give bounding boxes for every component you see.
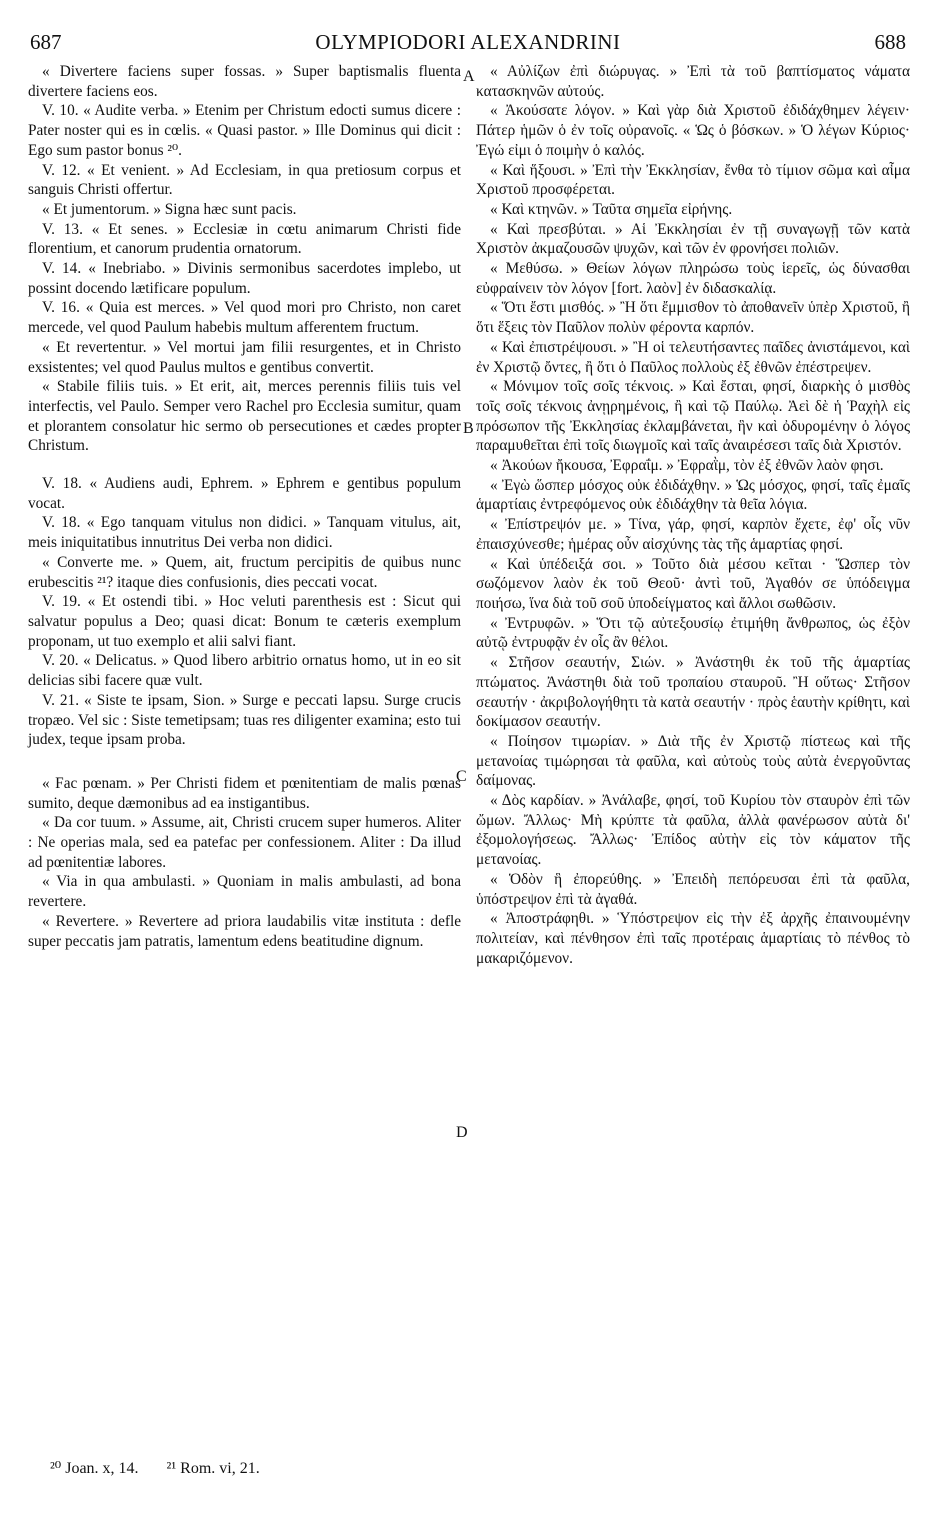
- greek-paragraph: « Ἐπίστρεψόν με. » Τίνα, γάρ, φησί, καρπὸν ἔχετε, ἐφ' οἷς νῦν ἐπαισχύνεσθε; ἡμέρας οὖν αἰσχύνης τὰς τῆς ἁμαρτίας φησί.: [476, 516, 910, 553]
- latin-paragraph: « Et revertentur. » Vel mortui jam filii resurgentes, et in Christo exsistentes; vel quod Paulus multos e gentibus convertit.: [28, 338, 461, 376]
- greek-paragraph: « Καὶ πρεσβύται. » Αἱ Ἐκκλησίαι ἐν τῇ συναγωγῇ τῶν κατὰ Χριστὸν ἀκμαζουσῶν ψυχῶν, καὶ τῶν ἐν φρονήσει πολιῶν.: [476, 220, 910, 258]
- latin-paragraph: « Fac pœnam. » Per Christi fidem et pœnitentiam de malis pœnas sumito, deque dæmonibus ad ea instigantibus.: [28, 774, 461, 812]
- margin-letter-a: A: [463, 68, 475, 85]
- latin-paragraph: « Revertere. » Revertere ad priora laudabilis vitæ instituta : defle super peccatis jam patratis, lamentum edens beatitudine dignum.: [28, 912, 461, 950]
- latin-paragraph: « Divertere faciens super fossas. » Super baptismalis fluenta divertere faciens eos.: [28, 63, 461, 100]
- footnote: ²⁰ Joan. x, 14.: [50, 1460, 139, 1477]
- greek-paragraph: « Ἀποστράφηθι. » Ὑπόστρεψον εἰς τὴν ἐξ ἀρχῆς ἐπαινουμένην πολιτείαν, καὶ πένθησον ἐπὶ ταῖς προτέραις ἁμαρτίαις τὸ πένθος τὸ μακαριζόμενον.: [476, 910, 910, 967]
- greek-paragraph: « Ἐγὼ ὥσπερ μόσχος οὐκ ἐδιδάχθην. » Ὡς μόσχος, φησί, ταῖς ἐμαῖς ἁμαρτίαις ἐντρεφόμενος οὐκ ἐδιδάχθην τὰ θεῖα λόγια.: [476, 476, 910, 514]
- latin-paragraph: « Via in qua ambulasti. » Quoniam in malis ambulasti, ad bona revertere.: [28, 873, 461, 911]
- margin-letter-b: B: [463, 420, 474, 437]
- greek-paragraph: « Μεθύσω. » Θείων λόγων πληρώσω τοὺς ἱερεῖς, ὡς δύνασθαι εὐφραίνειν τὸν λόγον [fort. λαὸν] ἐν διδασκαλίᾳ.: [476, 260, 910, 297]
- latin-paragraph: V. 10. « Audite verba. » Etenim per Christum edocti sumus dicere : Pater noster qui es in cœlis. « Quasi pastor. » Ille Dominus qui dicit : Ego sum pastor bonus ²⁰.: [28, 102, 461, 159]
- greek-paragraph: « Ἐντρυφῶν. » Ὅτι τῷ αὐτεξουσίῳ ἐτιμήθη ἄνθρωπος, ὡς ἐξὸν αὐτῷ ἐντρυφᾷν ἐν οἷς ἂν θέλοι.: [476, 614, 910, 652]
- greek-paragraph: « Καὶ ἥξουσι. » Ἐπὶ τὴν Ἐκκλησίαν, ἔνθα τὸ τίμιον σῶμα καὶ αἷμα Χριστοῦ προσφέρεται.: [476, 161, 910, 199]
- greek-column: [476, 62, 910, 968]
- page-number-right: 688: [874, 30, 906, 54]
- greek-paragraph: « Καὶ ὑπέδειξά σοι. » Τοῦτο διὰ μέσου κεῖται · Ὥσπερ τὸν σωζόμενον λαὸν ἐκ τοῦ Θεοῦ· ἀντὶ τοῦ, Ἀγαθόν σε ὑπόδειγμα ποιήσω, ἵνα διὰ τοῦ σοῦ ὑποδείγματος καὶ ἄλλοι σωθῶσιν.: [476, 555, 910, 612]
- latin-paragraph: V. 14. « Inebriabo. » Divinis sermonibus sacerdotes implebo, ut possint docendo lætificare populum.: [28, 260, 461, 297]
- latin-paragraph: V. 18. « Audiens audi, Ephrem. » Ephrem e gentibus populum vocat.: [28, 475, 461, 512]
- latin-paragraph: V. 16. « Quia est merces. » Vel quod mori pro Christo, non caret mercede, vel quod Paulum habebis multum afferentem fructum.: [28, 299, 461, 337]
- latin-paragraph: V. 12. « Et venient. » Ad Ecclesiam, in qua pretiosum corpus et sanguis Christi offertur.: [28, 161, 461, 199]
- greek-paragraph: « Στῆσον σεαυτήν, Σιών. » Ἀνάστηθι ἐκ τοῦ τῆς ἁμαρτίας πτώματος. Ἀνάστηθι διὰ τοῦ τροπαίου σταυροῦ. Ἢ οὕτως· Στῆσον σεαυτήν · ἀκριβολογήθητι τὰ κατὰ σεαυτήν · πρὸς ἑαυτὴν κρίθητι, καὶ δοκίμασον σεαυτήν.: [476, 654, 911, 731]
- greek-paragraph: « Ποίησον τιμωρίαν. » Διὰ τῆς ἐν Χριστῷ πίστεως καὶ τῆς μετανοίας τιμώρησαι τὰ φαῦλα, καὶ αὐτοὺς τοὺς αὐτὰ ἐνεργοῦντας δαίμονας.: [476, 732, 910, 790]
- latin-paragraph: « Stabile filiis tuis. » Et erit, ait, merces perennis filiis tuis vel interfectis, vel Paulo. Semper vero Rachel pro Ecclesia sumitur, quam et plorantem consolatur hic sermo ob persecutiones et cædes propter Christum.: [28, 378, 461, 455]
- greek-paragraph: « Καὶ ἐπιστρέψουσι. » Ἢ οἱ τελευτήσαντες παῖδες ἀνιστάμενοι, καὶ ἐν Χριστῷ ὄντες, ἢ ὅτι ὁ Παῦλος πολλοὺς ἐξ ἐθνῶν ἐπέστρεψεν.: [476, 338, 910, 376]
- greek-paragraph: « Μόνιμον τοῖς σοῖς τέκνοις. » Καὶ ἔσται, φησί, διαρκὴς ὁ μισθὸς τοῖς σοῖς τέκνοις ἀνῃρημένοις, ἢ καὶ τῷ Παύλῳ. Ἀεὶ δὲ ἡ Ῥαχὴλ εἰς πρόσωπον τῆς Ἐκκλησίας ἐκλαμβάνεται, ἣν καὶ ὀδυρομένην ὁ λόγος παραμυθεῖται ἐπὶ τοῖς διωγμοῖς καὶ ταῖς ἀναιρέσεσι ταῖς διὰ Χριστόν.: [476, 378, 910, 455]
- running-title: OLYMPIODORI ALEXANDRINI: [315, 30, 621, 54]
- page-header: [30, 30, 906, 60]
- latin-paragraph: V. 18. « Ego tanquam vitulus non didici. » Tanquam vitulus, ait, meis iniquitatibus innutritus Dei verba non didici.: [28, 514, 461, 552]
- greek-paragraph: « Ἀκούσατε λόγον. » Καὶ γὰρ διὰ Χριστοῦ ἐδιδάχθημεν λέγειν· Πάτερ ἡμῶν ὁ ἐν τοῖς οὐρανοῖς. « Ὡς ὁ βόσκων. » Ὁ λέγων Κύριος· Ἐγώ εἰμι ὁ ποιμὴν ὁ καλός.: [476, 102, 910, 159]
- greek-paragraph: « Δὸς καρδίαν. » Ἀνάλαβε, φησί, τοῦ Κυρίου τὸν σταυρὸν ἐπὶ τῶν ὤμων. Ἄλλως· Μὴ κρύπτε τὰ φαῦλα, ἀλλὰ φανέρωσον αὐτὰ δι' ἐξομολογήσεως. Ἄλλως· Ἐπίδος αὐτὴν εἰς τὸν κάματον τῆς μετανοίας.: [476, 792, 910, 869]
- latin-paragraph: V. 20. « Delicatus. » Quod libero arbitrio ornatus homo, ut in eo sit delicias sibi facere quæ vult.: [28, 652, 461, 690]
- latin-paragraph: « Converte me. » Quem, ait, fructum percipitis de quibus nunc erubescitis ²¹? itaque dies confusionis, dies peccati vocat.: [28, 553, 461, 591]
- latin-paragraph: V. 21. « Siste te ipsam, Sion. » Surge e peccati lapsu. Surge crucis tropæo. Vel sic : Siste temetipsam; tuas res diligenter examina; esto tui judex, teque ipsam proba.: [28, 691, 461, 749]
- latin-paragraph: « Da cor tuum. » Assume, ait, Christi crucem super humeros. Aliter : Ne operias mala, sed ea patefac per confessionem. Aliter : Da illud ad pœnitentiæ labores.: [28, 814, 461, 871]
- footnotes: [50, 1458, 284, 1478]
- latin-paragraph: V. 19. « Et ostendi tibi. » Hoc veluti parenthesis est : Sicut qui salvatur populus a Deo; quasi dicat: Bonum te cæteris exemplum proponam, ut tuo exemplo et alii salvi fiant.: [28, 593, 461, 650]
- latin-column: [28, 62, 461, 951]
- greek-paragraph: « Ἀκούων ἤκουσα, Ἐφραΐμ. » Ἐφραῒμ, τὸν ἐξ ἐθνῶν λαὸν φησι.: [490, 457, 884, 475]
- greek-paragraph: « Ὅτι ἔστι μισθός. » Ἢ ὅτι ἔμμισθον τὸ ἀποθανεῖν ὑπὲρ Χριστοῦ, ἢ ὅτι ἕξεις τὸν Παῦλον πολὺν φέροντα καρπόν.: [476, 299, 910, 337]
- latin-paragraph: V. 13. « Et senes. » Ecclesiæ in cœtu animarum Christi fide florentium, et canorum prudentia ornatorum.: [28, 220, 461, 258]
- margin-letter-d: D: [456, 1124, 468, 1141]
- greek-paragraph: « Αὐλίζων ἐπὶ διώρυγας. » Ἐπὶ τὰ τοῦ βαπτίσματος νάματα κατασκηνῶν αὐτούς.: [476, 63, 910, 100]
- greek-paragraph: « Ὁδὸν ἣ ἐπορεύθης. » Ἐπειδὴ πεπόρευσαι ἐπὶ τὰ φαῦλα, ὑπόστρεψον ἐπὶ τὰ ἀγαθά.: [476, 870, 910, 908]
- footnote: ²¹ Rom. vi, 21.: [166, 1460, 260, 1477]
- greek-paragraph: « Καὶ κτηνῶν. » Ταῦτα σημεῖα εἰρήνης.: [490, 200, 733, 218]
- page-number-left: 687: [30, 30, 62, 54]
- margin-letter-c: C: [456, 768, 467, 785]
- latin-paragraph: « Et jumentorum. » Signa hæc sunt pacis.: [42, 200, 297, 218]
